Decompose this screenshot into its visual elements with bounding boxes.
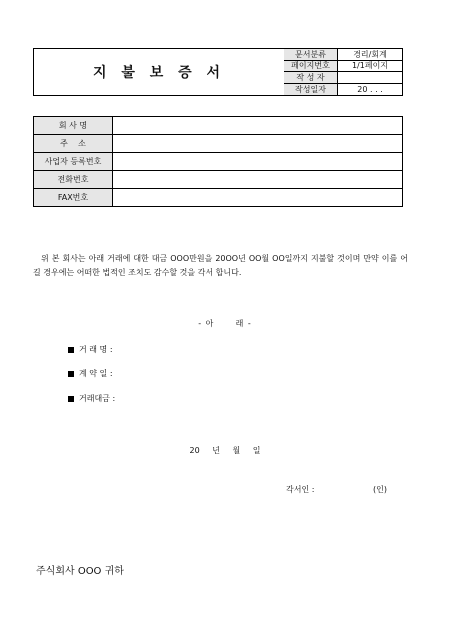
list-item (68, 393, 115, 404)
meta-value[interactable] (338, 72, 402, 83)
document-meta-table (284, 49, 402, 95)
meta-value: 경리/회계 (353, 49, 387, 59)
table-row (34, 189, 403, 207)
meta-value[interactable]: 20 . . . (357, 84, 383, 94)
meta-row (284, 61, 402, 73)
document-header (33, 48, 403, 96)
date-line: 20 년 월 일 (189, 446, 261, 455)
meta-row (284, 72, 402, 84)
transaction-name-label: 거 래 명 : (79, 345, 113, 354)
list-item (68, 344, 113, 355)
business-number-field[interactable] (113, 153, 403, 171)
phone-label: 전화번호 (34, 171, 113, 189)
company-info-table (33, 116, 403, 207)
company-name-field[interactable] (113, 117, 403, 135)
table-row (34, 117, 403, 135)
signer-label: 각서인 : (286, 485, 315, 494)
contract-date-label: 계 약 일 : (79, 369, 113, 378)
square-bullet-icon (68, 347, 74, 353)
square-bullet-icon (68, 396, 74, 402)
fax-field[interactable] (113, 189, 403, 207)
guarantee-paragraph: 위 본 회사는 아래 거래에 대한 대금 OOO만원을 20OO년 OO월 OO일까지 지불할 것이며 만약 이를 어길 경우에는 어떠한 법적인 조치도 감수할 것을 각서 합니다. (33, 254, 408, 277)
meta-row (284, 49, 402, 61)
meta-row (284, 84, 402, 96)
table-row (34, 171, 403, 189)
business-number-label: 사업자 등록번호 (34, 153, 113, 171)
document-title: 지 불 보 증 서 (34, 49, 285, 95)
table-row (34, 153, 403, 171)
meta-key: 작 성 자 (284, 72, 338, 83)
phone-field[interactable] (113, 171, 403, 189)
transaction-amount-label: 거래대금 : (79, 394, 116, 403)
recipient-line: 주식회사 OOO 귀하 (36, 566, 124, 577)
table-row (34, 135, 403, 153)
address-field[interactable] (113, 135, 403, 153)
meta-key: 페이지번호 (284, 61, 338, 72)
seal-label: (인) (372, 485, 387, 494)
list-item (68, 368, 113, 379)
signature-line (286, 484, 387, 495)
meta-value: 1/1페이지 (351, 61, 389, 71)
address-label: 주 소 (34, 135, 113, 153)
notice-heading: - 아 래 - (198, 319, 252, 328)
company-name-label: 회 사 명 (34, 117, 113, 135)
square-bullet-icon (68, 371, 74, 377)
meta-key: 문서분류 (284, 49, 338, 60)
fax-label: FAX번호 (34, 189, 113, 207)
meta-key: 작성일자 (284, 84, 338, 96)
